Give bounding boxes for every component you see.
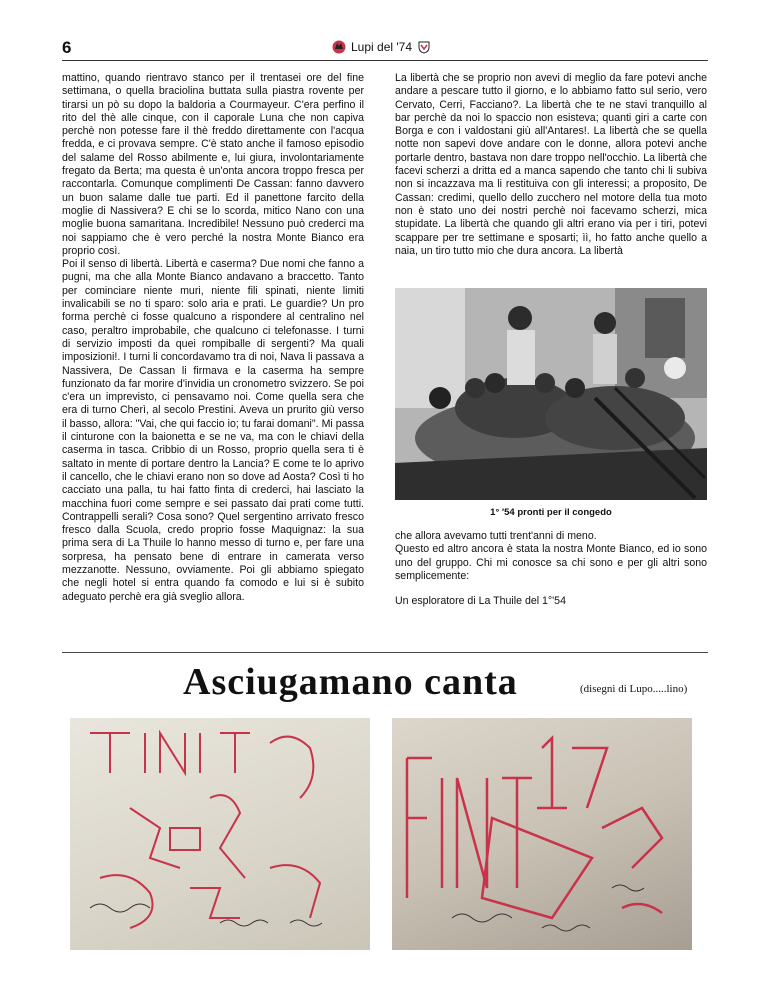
masthead-title: Lupi del '74: [351, 40, 413, 54]
paragraph: La libertà che se proprio non avevi di meglio da fare potevi anche andare a pescare tutto il giorno, e lo abbiamo fatto sul serio, vero Cervato, Cerri, Facciano?. La libertà che te ne stavi tranquillo al bar perchè da noi lo spaccio non esisteva; quanti giri a carte con Borga e con i valdostani giù all'Antares!. La libertà che se quella notte non sapevi dove andare con le donne, allora potevi anche portarle dentro, bastava non dare troppo nell'occhio. La libertà che facevi scherzi a dritta ed a manca sapendo che tanto chi li subiva non si incazzava ma li restituiva con gli interessi; a proposito, De Cassan: credimi, quello dello zucchero nel motore della tua moto non è stato uno dei nostri perchè noi facevamo scherzi, mica stupidate. La libertà che quando gli altri erano via per i tiri, potevi scappare per tre settimane e sposarti; ìì, ho fatto anche quello a naia, un tiro tutto mio che dura ancora. La libertà: [395, 72, 707, 257]
group-photo: [395, 288, 707, 500]
page-number: 6: [62, 38, 72, 57]
paragraph: Questo ed altro ancora è stata la nostra Monte Bianco, ed io sono uno del gruppo. Chi mi conosce sa chi sono e per gli altri sono semplicemente:: [395, 543, 707, 582]
shield-emblem-icon: [417, 40, 431, 54]
paragraph: che allora avevamo tutti trent'anni di meno.: [395, 530, 597, 542]
article-right-column-top: [395, 72, 707, 258]
article-left-column: [62, 72, 364, 604]
paragraph: mattino, quando rientravo stanco per il trentasei ore del fine settimana, o quella braciolina buttata sulla piastra rovente per tirarsi un pò su dopo la baldoria a Courmayeur. C'era perfino il rito del thè alle cinque, con il caporale Luna che non capiva perchè non potesse fare il thè freddo direttamente con l'acqua fredda, e ci provava sempre. C'è stato anche il famoso episodio del salame del Rosso abilmente e, lui giura, involontariamente fregato da Berta; ma questa è un'onta ancora troppo fresca per raccontarla. Comunque complimenti De Cassan: fanno davvero un buon salame dalle tue parti. Ed il panettone farcito della moglie di Nassivera? E chi se lo scorda, mitico Nano con una moglie buona samaritana. Incredibile! Nessuno può crederci ma noi sappiamo che è vero perché la nostra Monte Bianco era proprio così.: [62, 72, 364, 257]
masthead: [332, 40, 431, 54]
section-credit: (disegni di Lupo.....lino): [580, 683, 688, 695]
page-header: [62, 36, 708, 62]
towel-drawing-left: [70, 718, 370, 950]
signature: Un esploratore di La Thuile del 1°'54: [395, 595, 566, 608]
paragraph: Poi il senso di libertà. Libertà e caserma? Due nomi che fanno a pugni, ma che alla Monte Bianco andavano a braccetto. Tanto per cominciare niente muri, niente fili spinati, niente limiti invalicabili se no ti sparo: solo aria e prati. Le guardie? Un pro forma perchè ci fosse qualcuno a rispondere al centralino nel caso, peraltro improbabile, che qualcuno ci telefonasse. I turni di servizio imposti da quei rompiballe di sergenti? Ma quali imposizioni!. I turni li concordavamo tra di noi, Nava li passava a Nassivera, De Cassan li firmava e la caserma ha sempre funzionato da far morire d'invidia un cronometro svizzero. Se poi c'era un imprevisto, ci pensavamo noi. Come quella sera che era di turno Cherì, al secolo Prestini. Aveva un prurito giù verso il basso, allora: "Vai, che qui faccio io; tu farai domani". Mi passa il cinturone con la baionetta e se ne va, ma con le chiavi della caserma in tasca. Cribbio di un Rosso, proprio quella sera ti è saltato in mente di portare dentro la Lancia? E come te lo aprivo il cancello, che le chiavi erano non so dove ad Aosta? Così ti ho cacciato una palla, tu hai fatto finta di crederci, hai lasciato la macchina fuori come sempre e sei passato dai prati come tutti. Contrappelli serali? Cosa sono? Quel sergentino arrivato fresco fresco dalla Scuola, credo proprio fosse Maquignaz: la sua prima sera di La Thuile lo hanno messo di turno e, per fare una sorpresa, ha pensato bene di entrare in camerata verso mezzanotte. Nessuno, ovviamente. Poi gli abbiamo spiegato che negli hotel si entra quando fa comodo e lui si è subito adeguato perchè era già sveglio allora.: [62, 258, 364, 603]
header-rule: [62, 60, 708, 61]
article-right-column-bottom: [395, 530, 707, 608]
section-title: Asciugamano canta: [183, 661, 518, 703]
wolf-emblem-icon: [332, 40, 346, 54]
photo-caption: 1° '54 pronti per il congedo: [490, 507, 612, 518]
section-divider: [62, 652, 708, 653]
towel-drawing-right: [392, 718, 692, 950]
